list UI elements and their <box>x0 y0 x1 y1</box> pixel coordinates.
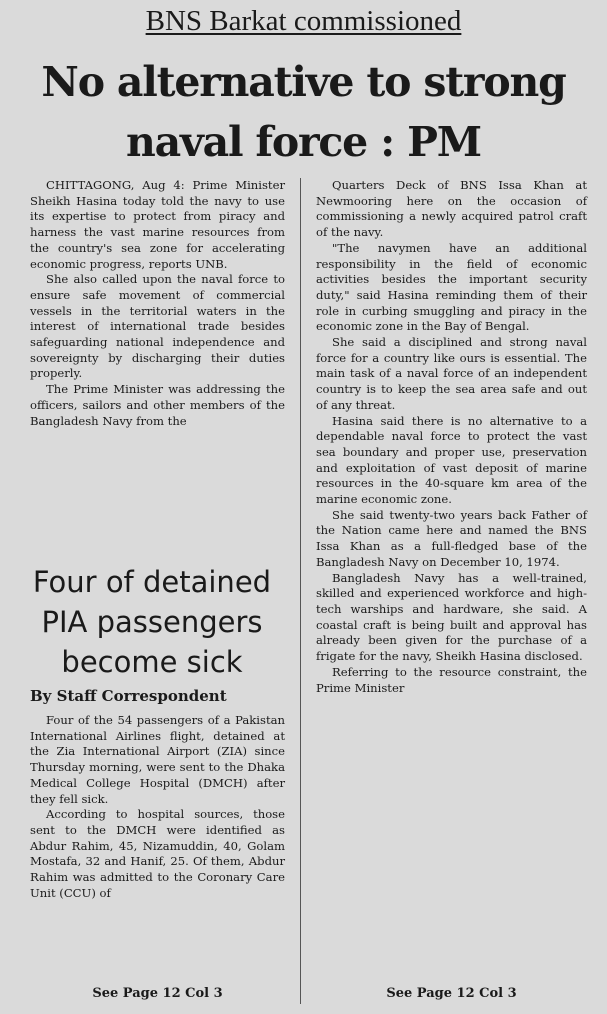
paragraph: CHITTAGONG, Aug 4: Prime Minister Sheikh Hasina today told the navy to use its expertise to protect from piracy and harness the vast marine resources from the country's sea zone for accelerating economic progress, reports UNB. <box>30 178 285 271</box>
byline: By Staff Correspondent <box>30 687 227 705</box>
paragraph: She also called upon the naval force to ensure safe movement of commercial vessels in the territorial waters in the interest of international trade besides safeguarding national independence and sovereignty by discharging their duties properly. <box>30 272 285 381</box>
main-story-jump-line: See Page 12 Col 3 <box>386 986 517 1001</box>
kicker-headline <box>0 4 607 38</box>
second-headline-line-1: Four of detained <box>32 565 272 599</box>
paragraph: Hasina said there is no alternative to a dependable naval force to protect the vast sea boundary and proper use, preservation and exploitation of vast deposit of marine resources in the 40-square km area of the marine economic zone. <box>316 413 587 507</box>
main-story-column-left <box>30 178 285 429</box>
paragraph: Referring to the resource constraint, the Prime Minister <box>316 664 587 695</box>
kicker-text: BNS Barkat commissioned <box>145 5 462 37</box>
paragraph: "The navymen have an additional responsibility in the field of economic activities besides the important security duty," said Hasina reminding them of their role in curbing smuggling and piracy in the economic zone in the Bay of Bengal. <box>316 240 587 334</box>
paragraph: She said a disciplined and strong naval force for a country like ours is essential. The main task of a naval force of an independent country is to keep the sea area safe and out of any threat. <box>316 335 587 412</box>
paragraph: Quarters Deck of BNS Issa Khan at Newmooring here on the occasion of commissioning a newly acquired patrol craft of the navy. <box>316 178 587 240</box>
second-headline-line-3: become sick <box>61 645 243 679</box>
headline-line-1: No alternative to strong <box>41 58 566 106</box>
headline-line-2: naval force : PM <box>126 118 481 166</box>
second-story-headline <box>8 562 296 682</box>
main-headline <box>6 52 601 172</box>
paragraph: The Prime Minister was addressing the officers, sailors and other members of the Bangladesh Navy from the <box>30 382 285 428</box>
column-divider <box>300 178 301 1004</box>
paragraph: Bangladesh Navy has a well-trained, skilled and experienced workforce and high-tech warships and hardware, she said. A coastal craft is being built and approval has already been given for the purchase of a frigate for the navy, Sheikh Hasina disclosed. <box>316 570 587 664</box>
second-story-body <box>30 713 285 901</box>
paragraph: Four of the 54 passengers of a Pakistan International Airlines flight, detained at the Zia International Airport (ZIA) since Thursday morning, were sent to the Dhaka Medical College Hospital (DMCH) after they fell sick. <box>30 713 285 806</box>
paragraph: According to hospital sources, those sent to the DMCH were identified as Abdur Rahim, 45, Nizamuddin, 40, Golam Mostafa, 32 and Hanif, 25. Of them, Abdur Rahim was admitted to the Coronary Care Unit (CCU) of <box>30 807 285 900</box>
paragraph: She said twenty-two years back Father of the Nation came here and named the BNS Issa Khan as a full-fledged base of the Bangladesh Navy on December 10, 1974. <box>316 507 587 569</box>
second-story-jump-line: See Page 12 Col 3 <box>92 986 223 1001</box>
second-headline-line-2: PIA passengers <box>41 605 263 639</box>
main-story-column-right <box>316 178 587 696</box>
